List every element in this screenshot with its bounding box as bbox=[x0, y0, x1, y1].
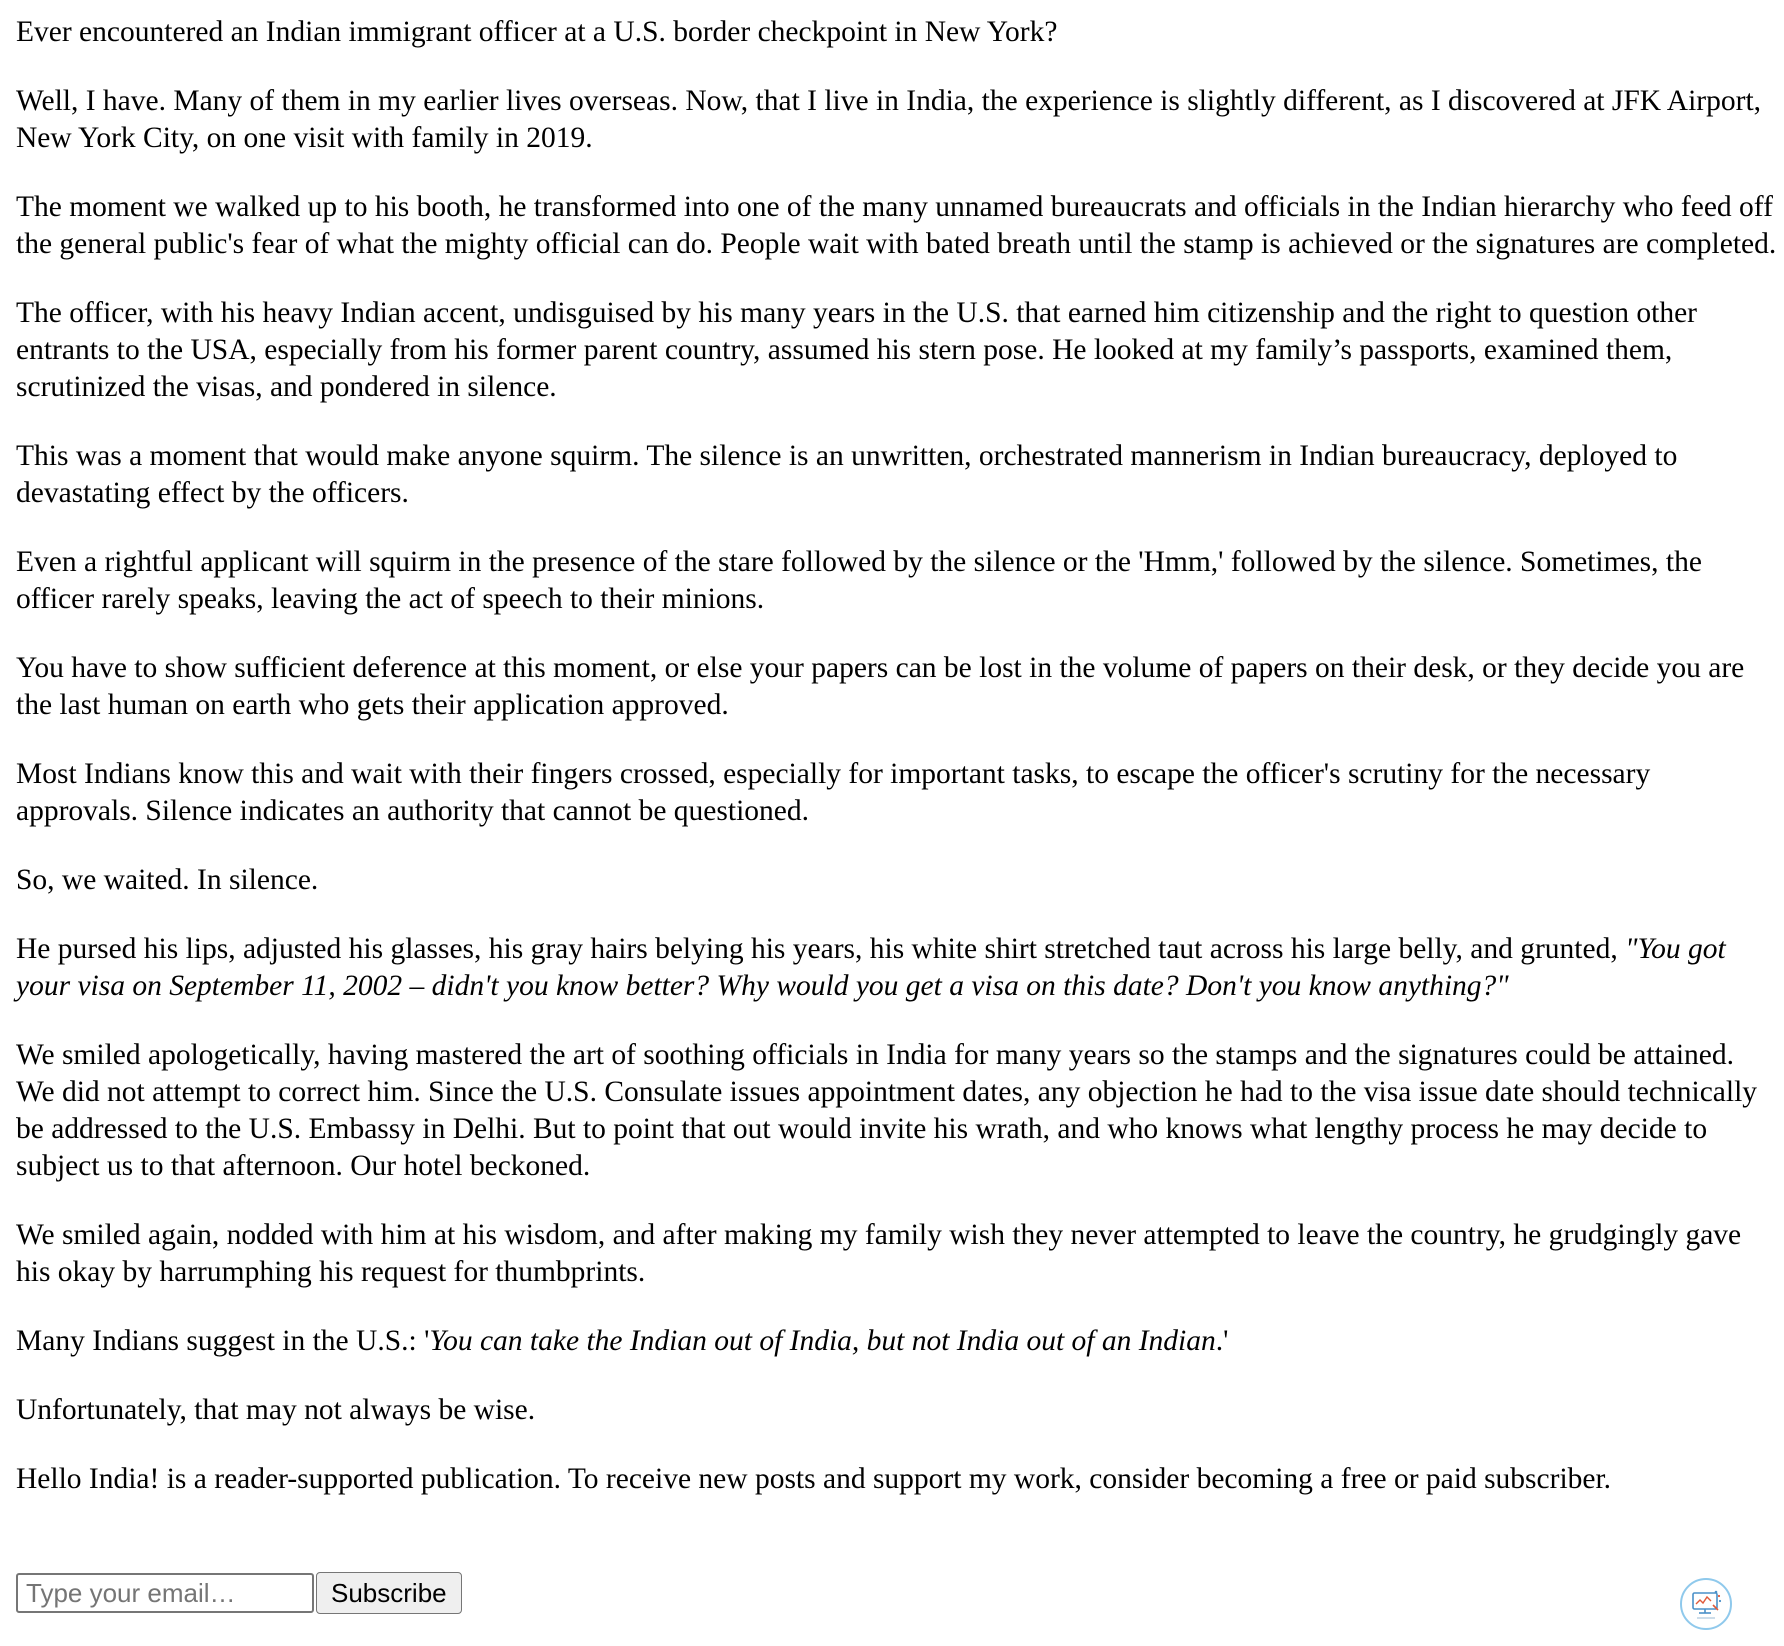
site-logo-icon bbox=[1680, 1578, 1732, 1630]
paragraph: So, we waited. In silence. bbox=[16, 864, 319, 896]
paragraph-with-quote bbox=[16, 931, 1778, 1005]
paragraph: Even a rightful applicant will squirm in the presence of the stare followed by the silence or the 'Hmm,' followed by the silence. Sometimes, the officer rarely speaks, leaving the act of speech to their minions. bbox=[16, 546, 1702, 615]
paragraph: Unfortunately, that may not always be wise. bbox=[16, 1394, 536, 1426]
paragraph-with-quote bbox=[16, 1323, 1778, 1360]
paragraph: The moment we walked up to his booth, he transformed into one of the many unnamed bureaucrats and officials in the Indian hierarchy who feed off the general public's fear of what the mighty official can do. People wait with bated breath until the stamp is achieved or the signatures are completed. bbox=[16, 191, 1777, 260]
paragraph: Well, I have. Many of them in my earlier lives overseas. Now, that I live in India, the experience is slightly different, as I discovered at JFK Airport, New York City, on one visit with family in 2019. bbox=[16, 85, 1762, 154]
monitor-icon bbox=[1682, 1580, 1730, 1628]
paragraph: Ever encountered an Indian immigrant officer at a U.S. border checkpoint in New York? bbox=[16, 16, 1058, 48]
saying-quote: You can take the Indian out of India, but not India out of an Indian bbox=[429, 1325, 1216, 1357]
officer-quote: "You got your visa on September 11, 2002 – didn't you know better? Why would you get a visa on this date? Don't you know anything?" bbox=[16, 933, 1726, 1002]
subscribe-pitch: Hello India! is a reader-supported publication. To receive new posts and support my work, consider becoming a free or paid subscriber. bbox=[16, 1463, 1612, 1495]
quote-mark-open: ' bbox=[424, 1325, 430, 1357]
email-input[interactable] bbox=[16, 1573, 314, 1613]
quote-mark-close: .' bbox=[1215, 1325, 1229, 1357]
subscribe-button[interactable]: Subscribe bbox=[316, 1572, 462, 1614]
paragraph-text: He pursed his lips, adjusted his glasses, his gray hairs belying his years, his white shirt stretched taut across his large belly, and grunted, bbox=[16, 933, 1626, 965]
article-body bbox=[16, 14, 1778, 1530]
paragraph: The officer, with his heavy Indian accent, undisguised by his many years in the U.S. that earned him citizenship and the right to question other entrants to the USA, especially from his former parent country, assumed his stern pose. He looked at my family’s passports, examined them, scrutinized the visas, and pondered in silence. bbox=[16, 297, 1697, 403]
subscribe-form bbox=[16, 1572, 462, 1614]
paragraph: This was a moment that would make anyone squirm. The silence is an unwritten, orchestrated mannerism in Indian bureaucracy, deployed to devastating effect by the officers. bbox=[16, 440, 1678, 509]
paragraph: We smiled apologetically, having mastered the art of soothing officials in India for many years so the stamps and the signatures could be attained. We did not attempt to correct him. Since the U.S. Consulate issues appointment dates, any objection he had to the visa issue date should technically be addressed to the U.S. Embassy in Delhi. But to point that out would invite his wrath, and who knows what lengthy process he may decide to subject us to that afternoon. Our hotel beckoned. bbox=[16, 1039, 1758, 1182]
paragraph-text: Many Indians suggest in the U.S.: bbox=[16, 1325, 425, 1357]
paragraph: You have to show sufficient deference at this moment, or else your papers can be lost in the volume of papers on their desk, or they decide you are the last human on earth who gets their application approved. bbox=[16, 652, 1745, 721]
paragraph: We smiled again, nodded with him at his wisdom, and after making my family wish they never attempted to leave the country, he grudgingly gave his okay by harrumphing his request for thumbprints. bbox=[16, 1219, 1742, 1288]
paragraph: Most Indians know this and wait with their fingers crossed, especially for important tasks, to escape the officer's scrutiny for the necessary approvals. Silence indicates an authority that cannot be questioned. bbox=[16, 758, 1651, 827]
